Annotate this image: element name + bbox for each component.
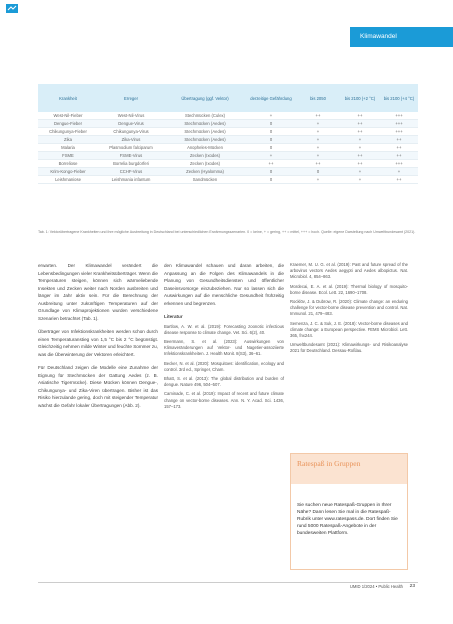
- table-cell: ++: [357, 153, 363, 158]
- table-header-cell: derzeitige Gefährdung: [250, 95, 292, 101]
- reference: Umweltbundesamt (2021): Klimawirkungs- und Risikoanalyse 2021 für Deutschland. Dessau-Roßlau.: [290, 342, 408, 354]
- body-column-2: [164, 262, 284, 413]
- paragraph: Für Deutschland zeigen die Modelle eine Zunahme der Eignung für Stechmücken der Gattung Aedes (z. B. Asiatische Tigermücke). Diese Mücken können Dengue-, Chikungunya- und Zika-Viren übertragen. Bisher ist das Risiko hierzulande gering, doch mit steigender Temperatur wächst die Gefahr lokaler Übertragungen (Abb. 2).: [38, 365, 158, 408]
- info-box: [290, 453, 408, 570]
- table-cell: Malaria: [61, 145, 75, 150]
- paragraph: Überträger von Infektionskrankheiten werden schon durch einen Temperaturanstieg von 1,5 °C bis 2 °C begünstigt. Gleichzeitig nehmen milde Winter und feuchte Sommer zu, was die Überwinterung der Vektoren erleichtert.: [38, 329, 158, 357]
- table-cell: CCHF-Virus: [119, 169, 143, 174]
- table-header: [38, 84, 418, 112]
- table-row: [38, 144, 418, 152]
- journal-logo-icon: [6, 4, 18, 13]
- table-cell: West-Nil-Virus: [117, 113, 145, 118]
- table-cell: Plasmodium falciparum: [109, 145, 153, 150]
- table-cell: ++: [357, 113, 363, 118]
- reference: Semenza, J. C. & Suk, J. E. (2018): Vector-borne diseases and climate change: a European perspective. FEMS Microbiol. Lett. 365, fnx244.: [290, 320, 408, 339]
- table-cell: Stechmücken (Aedes): [184, 137, 226, 142]
- table-cell: Dengue-Virus: [118, 121, 144, 126]
- table-cell: ++: [315, 161, 321, 166]
- table-cell: ++: [268, 161, 274, 166]
- table-cell: Zecken (Ixodes): [189, 161, 221, 166]
- page-number: 23: [409, 584, 415, 589]
- table-cell: +: [358, 169, 362, 174]
- table-cell: +: [358, 145, 362, 150]
- table-row: [38, 152, 418, 160]
- table-cell: Zika: [64, 137, 72, 142]
- table-cell: ++: [315, 113, 321, 118]
- table-cell: +: [316, 153, 320, 158]
- footer-text: UMID 1/2024 • Public Health: [349, 584, 403, 589]
- table-header-cell: bis 2100 (+4 °C): [383, 95, 415, 101]
- table-cell: Chikungunya-Fieber: [49, 129, 87, 134]
- table-header-cell: bis 2100 (+2 °C): [344, 95, 376, 101]
- table-cell: FSME-Virus: [119, 153, 143, 158]
- table-cell: +++: [395, 161, 403, 166]
- paragraph: erwarten. Der Klimawandel verändert die Lebensbedingungen vieler Krankheitsüberträger. Wenn die Temperaturen steigen, können sich wärmeliebende Insekten und Zecken weiter nach Norden ausbreiten und länger im Jahr aktiv sein. Für die Berechnung der Ausbreitung unter zukünftigen Temperaturen auf der Grundlage von Klimaprojektionen wurden verschiedene Szenarien betrachtet (Tab. 1).: [38, 263, 158, 321]
- reference: Becker, N. et al. (2020): Mosquitoes: identification, ecology and control. 3rd ed., Springer, Cham.: [164, 360, 284, 372]
- reference: Bartlow, A. W. et al. (2019): Forecasting zoonotic infectious disease response to climate change. Vet. Sci. 6(2), 40.: [164, 323, 284, 335]
- disease-table: [38, 84, 418, 184]
- table-cell: ++: [357, 161, 363, 166]
- info-box-title: Ratespaß in Gruppen: [291, 454, 407, 484]
- table-row: [38, 168, 418, 176]
- reference: Rocklöv, J. & Dubrow, R. (2020): Climate change: an enduring challenge for vector-borne disease prevention and control. Nat. Immunol. 21, 479–483.: [290, 299, 408, 317]
- info-box-text: Sie suchen neue Ratespaß-Gruppen in Ihrer Nähe? Dann lesen Sie mal in die Ratespaß-Rubrik unter www.ratespass.de. Dort finden Sie rund 5000 Ratespaß-Angebote in der bundesweiten Plattform.: [297, 503, 398, 536]
- table-cell: ++: [396, 137, 402, 142]
- table-cell: +++: [395, 121, 403, 126]
- reference: Bhatt, S. et al. (2013): The global distribution and burden of dengue. Nature 496, 504–507.: [164, 375, 284, 388]
- table-body: [38, 112, 418, 184]
- references-heading: Literatur: [164, 314, 183, 319]
- table-cell: 0: [316, 169, 320, 174]
- table-row: [38, 128, 418, 136]
- table-cell: Chikungunya-Virus: [113, 129, 149, 134]
- table-cell: Sandmücken: [192, 177, 218, 182]
- table-row: [38, 112, 418, 120]
- table-row: [38, 120, 418, 128]
- table-cell: Zika-Virus: [121, 137, 141, 142]
- table-cell: +: [316, 145, 320, 150]
- table-cell: +++: [395, 113, 403, 118]
- table-header-cell: bis 2050: [310, 95, 326, 101]
- reference: Kraemer, M. U. G. et al. (2019): Past and future spread of the arbovirus vectors Aedes aegypti and Aedes albopictus. Nat. Microbiol. 4, 854–863.: [290, 262, 408, 280]
- table-cell: +: [316, 137, 320, 142]
- table-cell: Borreliose: [58, 161, 78, 166]
- table-cell: Borrelia burgdorferi: [113, 161, 149, 166]
- table-cell: ++: [357, 121, 363, 126]
- table-cell: +: [269, 153, 273, 158]
- table-cell: ++: [396, 153, 402, 158]
- table-cell: Stechmücken (Aedes): [184, 129, 226, 134]
- table-cell: West-Nil-Fieber: [53, 113, 83, 118]
- table-row: [38, 176, 418, 184]
- table-caption: Tab. 1: Vektorübertragene Krankheiten und ihre mögliche Ausbreitung in Deutschland bei unterschiedlichen Erwärmungsszenarien. 0 = keine, + = gering, ++ = mittel, +++ = hoch. Quelle: eigene Darstellung nach Umweltbundesamt (2021).: [38, 230, 416, 234]
- table-cell: Krim-Kongo-Fieber: [50, 169, 86, 174]
- table-row: [38, 136, 418, 144]
- table-cell: Leishmania infantum: [111, 177, 151, 182]
- body-column-3: [290, 262, 408, 358]
- table-cell: +: [358, 177, 362, 182]
- table-cell: +: [358, 137, 362, 142]
- table-cell: +++: [395, 129, 403, 134]
- body-column-1: [38, 262, 158, 415]
- table-header-cell: Übertragung (ggf. Vektor): [181, 95, 229, 101]
- table-cell: +: [397, 169, 401, 174]
- table-cell: 0: [269, 121, 273, 126]
- table-cell: Dengue-Fieber: [54, 121, 82, 126]
- reference: Caminade, C. et al. (2019): Impact of recent and future climate change on vector-borne diseases. Ann. N. Y. Acad. Sci. 1436, 157–173.: [164, 391, 284, 409]
- table-cell: 0: [269, 129, 273, 134]
- table-cell: +: [269, 113, 273, 118]
- table-cell: FSME: [62, 153, 74, 158]
- table-header-cell: Krankheit: [59, 95, 77, 101]
- table-row: [38, 160, 418, 168]
- reference: Beermann, S. et al. (2023): Auswirkungen von Klimaveränderungen auf Vektor- und Nagetier-assoziierte Infektionskrankheiten. J. Health Monit. 8(S3), 36–61.: [164, 338, 284, 357]
- table-cell: Anopheles-Mücken: [187, 145, 223, 150]
- table-cell: Leishmaniose: [55, 177, 81, 182]
- section-tab: Klimawandel: [350, 27, 453, 47]
- footer-divider: [38, 582, 418, 583]
- table-cell: +: [316, 129, 320, 134]
- table-cell: 0: [269, 137, 273, 142]
- reference: Mordecai, E. A. et al. (2019): Thermal biology of mosquito-borne disease. Ecol. Lett. 22, 1690–1708.: [290, 283, 408, 295]
- table-cell: 0: [269, 177, 273, 182]
- table-cell: +: [316, 121, 320, 126]
- table-cell: 0: [269, 169, 273, 174]
- table-cell: +: [316, 177, 320, 182]
- table-cell: 0: [269, 145, 273, 150]
- table-cell: ++: [357, 129, 363, 134]
- table-header-cell: Erreger: [124, 95, 138, 101]
- table-cell: Zecken (Ixodes): [189, 153, 221, 158]
- table-cell: ++: [396, 145, 402, 150]
- paragraph: den Klimawandel schauen und daran arbeiten, die Anpassung an die Folgen des Klimawandels in die Planung von Gesundheitsdiensten und öffentlicher Daseinsvorsorge einzubeziehen. Nur so lassen sich die Auswirkungen auf die menschliche Gesundheit frühzeitig erkennen und begrenzen.: [164, 263, 284, 306]
- table-cell: Stechmücken (Culex): [184, 113, 226, 118]
- table-cell: Zecken (Hyalomma): [186, 169, 224, 174]
- table-cell: Stechmücken (Aedes): [184, 121, 226, 126]
- table-cell: ++: [396, 177, 402, 182]
